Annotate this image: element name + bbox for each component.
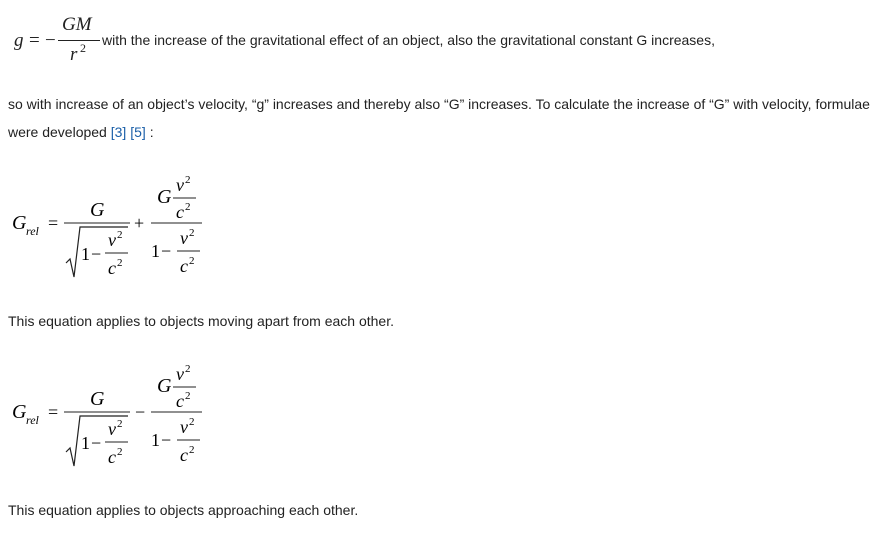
plus-operator: + <box>134 213 145 233</box>
reference-link-5[interactable]: [5] <box>130 124 146 140</box>
exp-c: 2 <box>117 446 123 458</box>
one-2: 1 <box>151 241 160 261</box>
c-denominator: c <box>108 447 116 467</box>
one: 1 <box>81 433 90 453</box>
intro-equation <box>12 14 102 68</box>
minus-sign: − <box>91 433 102 453</box>
equals-sign: = <box>48 402 59 422</box>
g-symbol: g <box>14 30 24 51</box>
equation-approaching <box>0 354 220 479</box>
exp-v-bottom: 2 <box>189 227 195 239</box>
c-bottom: c <box>180 445 188 465</box>
denominator-r: r <box>70 44 78 65</box>
minus-operator: − <box>135 402 146 422</box>
c-top: c <box>176 391 184 411</box>
text-line-1: with the increase of the gravitational effect of an object, also the gravitational constant G increases, <box>102 32 715 48</box>
exponent: 2 <box>80 41 86 55</box>
reference-link-3[interactable]: [3] <box>110 124 127 140</box>
g-numerator-2: G <box>157 375 172 397</box>
v-numerator: v <box>108 419 116 439</box>
g-rel-subscript: rel <box>26 224 39 238</box>
equals-sign: = <box>29 30 40 51</box>
g-rel-symbol: G <box>12 212 27 234</box>
g-numerator: G <box>90 388 105 410</box>
v-bottom: v <box>180 417 188 437</box>
v-bottom: v <box>180 228 188 248</box>
v-top: v <box>176 175 184 195</box>
g-numerator: G <box>90 199 105 221</box>
minus-sign-2: − <box>161 241 172 261</box>
exp-c-top: 2 <box>185 390 191 402</box>
equals-sign: = <box>48 213 59 233</box>
fraction-bar <box>58 40 100 41</box>
exp-c: 2 <box>117 257 123 269</box>
v-numerator: v <box>108 230 116 250</box>
c-bottom: c <box>180 256 188 276</box>
exp-v-bottom: 2 <box>189 416 195 428</box>
numerator-gm: GM <box>62 14 92 35</box>
one-2: 1 <box>151 430 160 450</box>
exp-v-top: 2 <box>185 363 191 375</box>
minus-sign: − <box>45 30 56 51</box>
c-top: c <box>176 202 184 222</box>
colon: : <box>149 124 154 140</box>
text-line-3 <box>8 118 154 146</box>
exp-v-top: 2 <box>185 174 191 186</box>
g-rel-symbol: G <box>12 401 27 423</box>
text-line-3-body: were developed <box>8 124 107 140</box>
exp-v: 2 <box>117 229 123 241</box>
one: 1 <box>81 244 90 264</box>
exp-c-bottom: 2 <box>189 255 195 267</box>
v-top: v <box>176 364 184 384</box>
exp-c-top: 2 <box>185 201 191 213</box>
equation-moving-apart <box>0 165 220 290</box>
g-numerator-2: G <box>157 186 172 208</box>
description-moving-apart: This equation applies to objects moving apart from each other. <box>8 313 394 329</box>
text-line-2: so with increase of an object’s velocity, “g” increases and thereby also “G” increases. To calculate the increase of “G” with velocity, formulae <box>8 96 870 112</box>
minus-sign-2: − <box>161 430 172 450</box>
description-approaching: This equation applies to objects approaching each other. <box>8 502 359 518</box>
minus-sign: − <box>91 244 102 264</box>
exp-v: 2 <box>117 418 123 430</box>
exp-c-bottom: 2 <box>189 444 195 456</box>
g-rel-subscript: rel <box>26 413 39 427</box>
c-denominator: c <box>108 258 116 278</box>
